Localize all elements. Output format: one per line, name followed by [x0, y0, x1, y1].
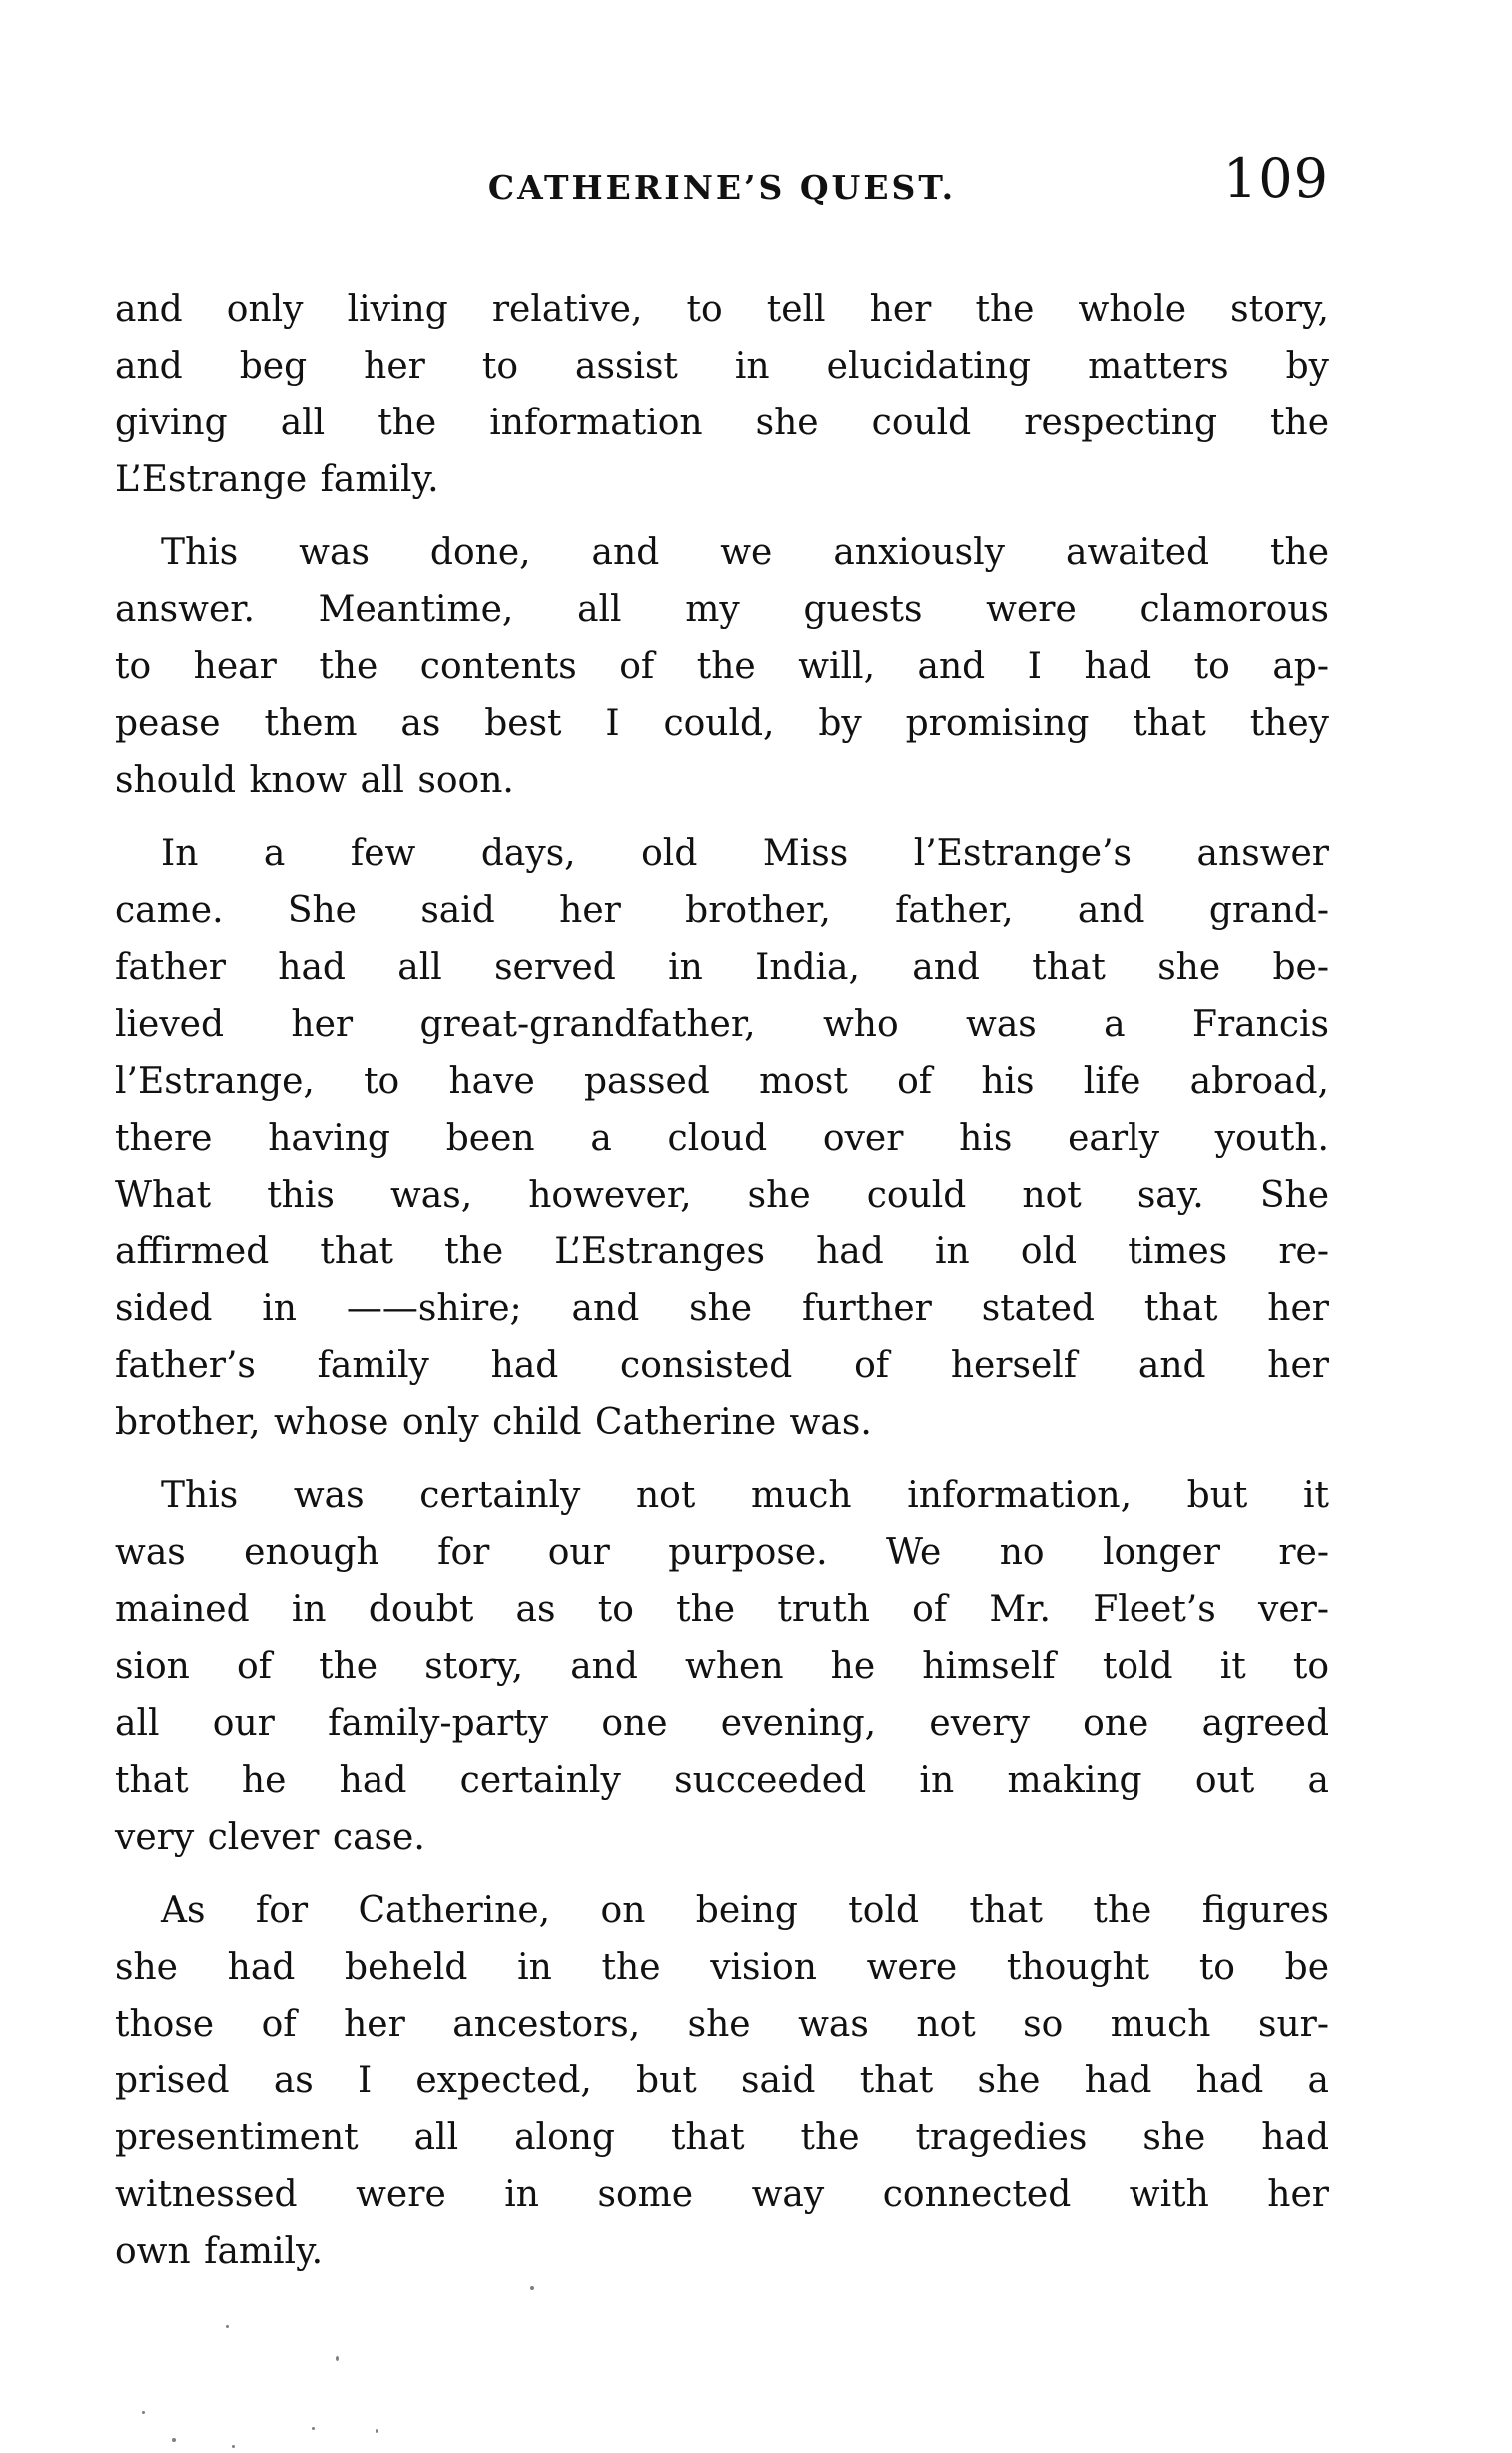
text-line: mained in doubt as to the truth of Mr. Fleet’s ver- [115, 1589, 1329, 1630]
scan-speck [232, 2445, 235, 2448]
page-body [115, 281, 1329, 2296]
text-line: should know all soon. [115, 760, 514, 801]
scan-speck [336, 2356, 339, 2361]
text-line: presentiment all along that the tragedies she had [115, 2117, 1329, 2158]
scan-speck [172, 2438, 176, 2442]
text-line: affirmed that the L’Estranges had in old times re- [115, 1231, 1329, 1272]
text-line: What this was, however, she could not say. She [115, 1175, 1329, 1216]
text-line: In a few days, old Miss l’Estrange’s answer [161, 833, 1329, 874]
text-line: to hear the contents of the will, and I had to ap- [115, 646, 1329, 687]
text-line: all our family-party one evening, every one agreed [115, 1703, 1329, 1744]
text-line: answer. Meantime, all my guests were clamorous [115, 589, 1329, 630]
text-line: and only living relative, to tell her the whole story, [115, 289, 1329, 330]
text-line: As for Catherine, on being told that the figures [161, 1890, 1329, 1931]
page-header [115, 147, 1329, 228]
page-number: 109 [1222, 147, 1329, 210]
text-line: pease them as best I could, by promising that they [115, 703, 1329, 744]
text-line: brother, whose only child Catherine was. [115, 1402, 872, 1443]
text-line: This was done, and we anxiously awaited the [161, 532, 1329, 573]
text-line: and beg her to assist in elucidating matters by [115, 346, 1329, 387]
text-line: sion of the story, and when he himself told it to [115, 1646, 1329, 1687]
text-line: prised as I expected, but said that she had had a [115, 2060, 1329, 2101]
text-line: was enough for our purpose. We no longer re- [115, 1532, 1329, 1573]
text-line: l’Estrange, to have passed most of his life abroad, [115, 1061, 1329, 1102]
text-line: witnessed were in some way connected with her [115, 2174, 1329, 2215]
text-line: father had all served in India, and that she be- [115, 947, 1329, 988]
text-line: that he had certainly succeeded in making out a [115, 1760, 1329, 1801]
text-line: L’Estrange family. [115, 459, 439, 500]
text-line: giving all the information she could respecting the [115, 403, 1329, 443]
text-line: there having been a cloud over his early youth. [115, 1118, 1329, 1159]
text-line: own family. [115, 2231, 324, 2272]
text-line: This was certainly not much information, but it [161, 1475, 1329, 1516]
text-line: those of her ancestors, she was not so much sur- [115, 2004, 1329, 2044]
text-line: lieved her great-grandfather, who was a Francis [115, 1004, 1329, 1045]
running-title: CATHERINE’S QUEST. [487, 168, 957, 207]
scan-speck [142, 2411, 145, 2414]
text-line: father’s family had consisted of herself and her [115, 1345, 1329, 1386]
scan-speck [312, 2427, 315, 2430]
text-line: sided in ——shire; and she further stated that her [115, 1288, 1329, 1329]
scan-speck [530, 2286, 534, 2290]
text-line: very clever case. [115, 1817, 425, 1858]
text-line: came. She said her brother, father, and grand- [115, 890, 1329, 931]
scan-speck [226, 2325, 229, 2328]
scan-speck [376, 2429, 378, 2433]
text-line: she had beheld in the vision were thought to be [115, 1947, 1329, 1988]
